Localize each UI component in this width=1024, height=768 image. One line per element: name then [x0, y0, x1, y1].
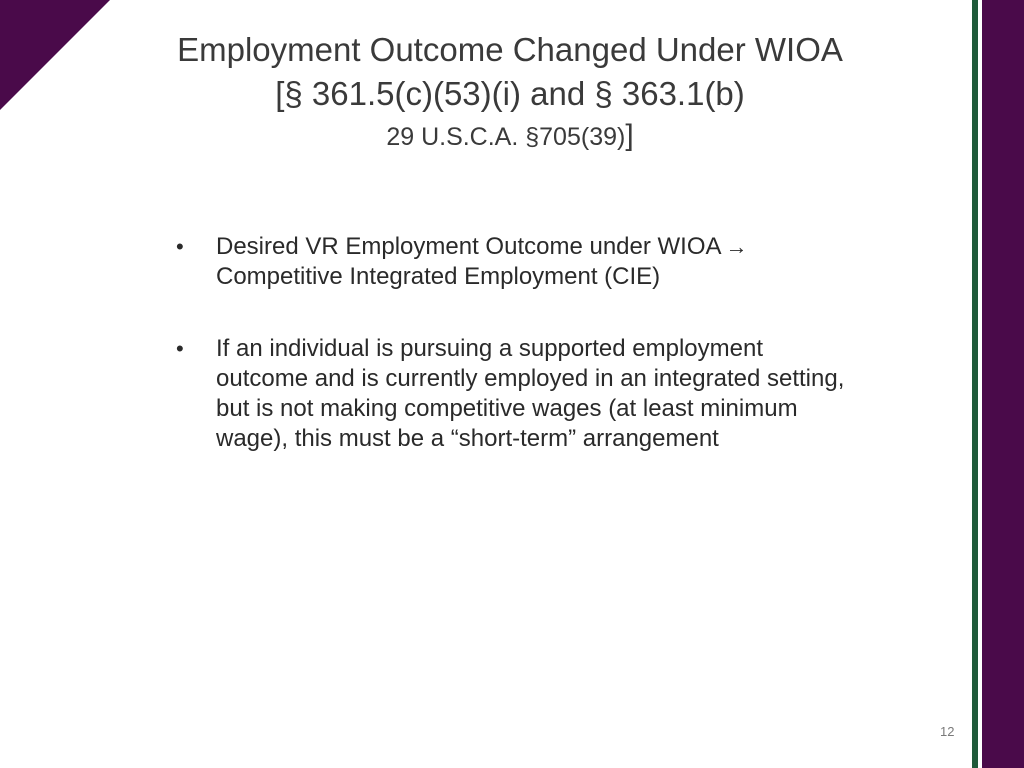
bullet-text: Desired VR Employment Outcome under WIOA: [216, 233, 722, 260]
title-line-3: [110, 116, 910, 157]
purple-stripe: [982, 0, 1024, 768]
bullet-text-continued: Competitive Integrated Employment (CIE): [216, 263, 661, 290]
bullet-marker: •: [176, 336, 184, 361]
title-citation: 29 U.S.C.A. §705(39): [386, 123, 626, 151]
bullet-item-1: [172, 232, 852, 292]
page-number: 12: [940, 724, 955, 739]
bullet-text: If an individual is pursuing a supported employment outcome and is currently employed in an integrated setting, but is not making competitive wages (at least minimum wage), this must be a “short-term” arrangement: [216, 335, 845, 452]
bullet-list: [172, 232, 852, 454]
right-side-band: [972, 0, 1024, 768]
title-line-1: Employment Outcome Changed Under WIOA: [177, 31, 843, 68]
title-closing-bracket: ]: [625, 119, 634, 152]
bullet-marker: •: [176, 234, 184, 259]
corner-decoration: [0, 0, 110, 110]
slide-title: [110, 28, 910, 157]
title-line-2: [§ 361.5(c)(53)(i) and § 363.1(b): [275, 75, 745, 112]
right-arrow-icon: →: [725, 234, 748, 259]
bullet-item-2: [172, 334, 852, 454]
